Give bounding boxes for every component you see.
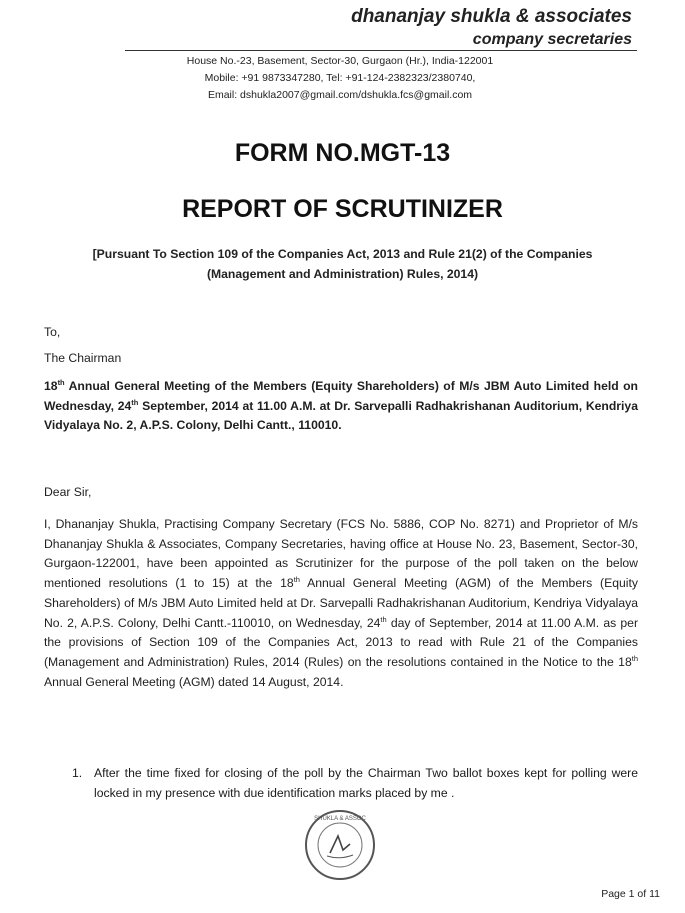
meeting-text-2: September, 2014 at 11.00 A.M. at Dr. Sarvepalli Radhakrishanan Auditorium, Kendriya Vidyalaya No. 2, A.P.S. Colony, Delhi Cantt., 110010. bbox=[44, 398, 638, 432]
letterhead-firm-name: dhananjay shukla & associates bbox=[351, 6, 632, 27]
body-text-4: Annual General Meeting (AGM) dated 14 August, 2014. bbox=[44, 674, 344, 689]
pursuant-line-1: [Pursuant To Section 109 of the Companies Act, 2013 and Rule 21(2) of the Companies bbox=[92, 247, 593, 261]
meeting-ordinal: 18 bbox=[44, 379, 58, 393]
pursuant-statement bbox=[40, 244, 645, 284]
list-item-text: After the time fixed for closing of the poll by the Chairman Two ballot boxes kept for polling were locked in my presence with due identification marks placed by me . bbox=[94, 766, 638, 800]
letterhead-address: House No.-23, Basement, Sector-30, Gurgaon (Hr.), India-122001 bbox=[186, 55, 494, 67]
addressee: The Chairman bbox=[44, 351, 122, 365]
body-text-2: Annual General Meeting (AGM) of the Members (Equity Shareholders) of M/s JBM Auto Limited held at Dr. Sarvepalli Radhakrishanan Auditorium, Kendriya Vidyalaya No. 2, A.P.S. Colony, Delhi Cantt.-110010, on Wednesday, 24 bbox=[44, 576, 638, 630]
letterhead-subtitle: company secretaries bbox=[472, 31, 632, 48]
body-paragraph bbox=[44, 515, 638, 692]
body-suffix-1: th bbox=[293, 575, 300, 585]
letterhead-phones: Mobile: +91 9873347280, Tel: +91-124-2382323/2380740, bbox=[204, 72, 476, 84]
letterhead-divider bbox=[125, 50, 637, 51]
salutation-to: To, bbox=[44, 325, 61, 339]
meeting-text-1: Annual General Meeting of the Members (Equity Shareholders) of M/s JBM Auto Limited held on Wednesday, 24 bbox=[44, 379, 638, 413]
meeting-date-suffix: th bbox=[131, 397, 139, 407]
meeting-details bbox=[44, 377, 638, 436]
svg-text:SHUKLA & ASSOC: SHUKLA & ASSOC bbox=[314, 816, 366, 822]
body-suffix-3: th bbox=[631, 653, 638, 663]
report-title: REPORT OF SCRUTINIZER bbox=[182, 195, 503, 223]
meeting-ordinal-suffix: th bbox=[57, 378, 65, 387]
letterhead-email: Email: dshukla2007@gmail.com/dshukla.fcs@gmail.com bbox=[207, 89, 473, 101]
greeting: Dear Sir, bbox=[44, 485, 92, 499]
body-text-3: day of September, 2014 at 11.00 A.M. as per the provisions of Section 109 of the Companies Act, 2013 to read with Rule 21 of the Companies (Management and Administration) Rules, 2014 (Rules) on the resolutions contained in the Notice to the 18 bbox=[44, 615, 639, 669]
letterhead-contact bbox=[120, 53, 560, 104]
body-suffix-2: th bbox=[380, 614, 387, 624]
pursuant-line-2: (Management and Administration) Rules, 2014) bbox=[206, 267, 479, 281]
body-text-1: I, Dhananjay Shukla, Practising Company Secretary (FCS No. 5886, COP No. 8271) and Proprietor of M/s Dhananjay Shukla & Associates, Company Secretaries, having office at House No. 23, Basement, Sector-30, Gurgaon-122001, have been appointed as Scrutinizer for the purpose of the poll taken on the below mentioned resolutions (1 to 15) at the 18 bbox=[44, 517, 638, 591]
page-number: Page 1 of 11 bbox=[601, 888, 660, 900]
form-title: FORM NO.MGT-13 bbox=[234, 139, 451, 167]
company-seal-stamp bbox=[303, 808, 377, 882]
list-item-number: 1. bbox=[72, 766, 83, 780]
